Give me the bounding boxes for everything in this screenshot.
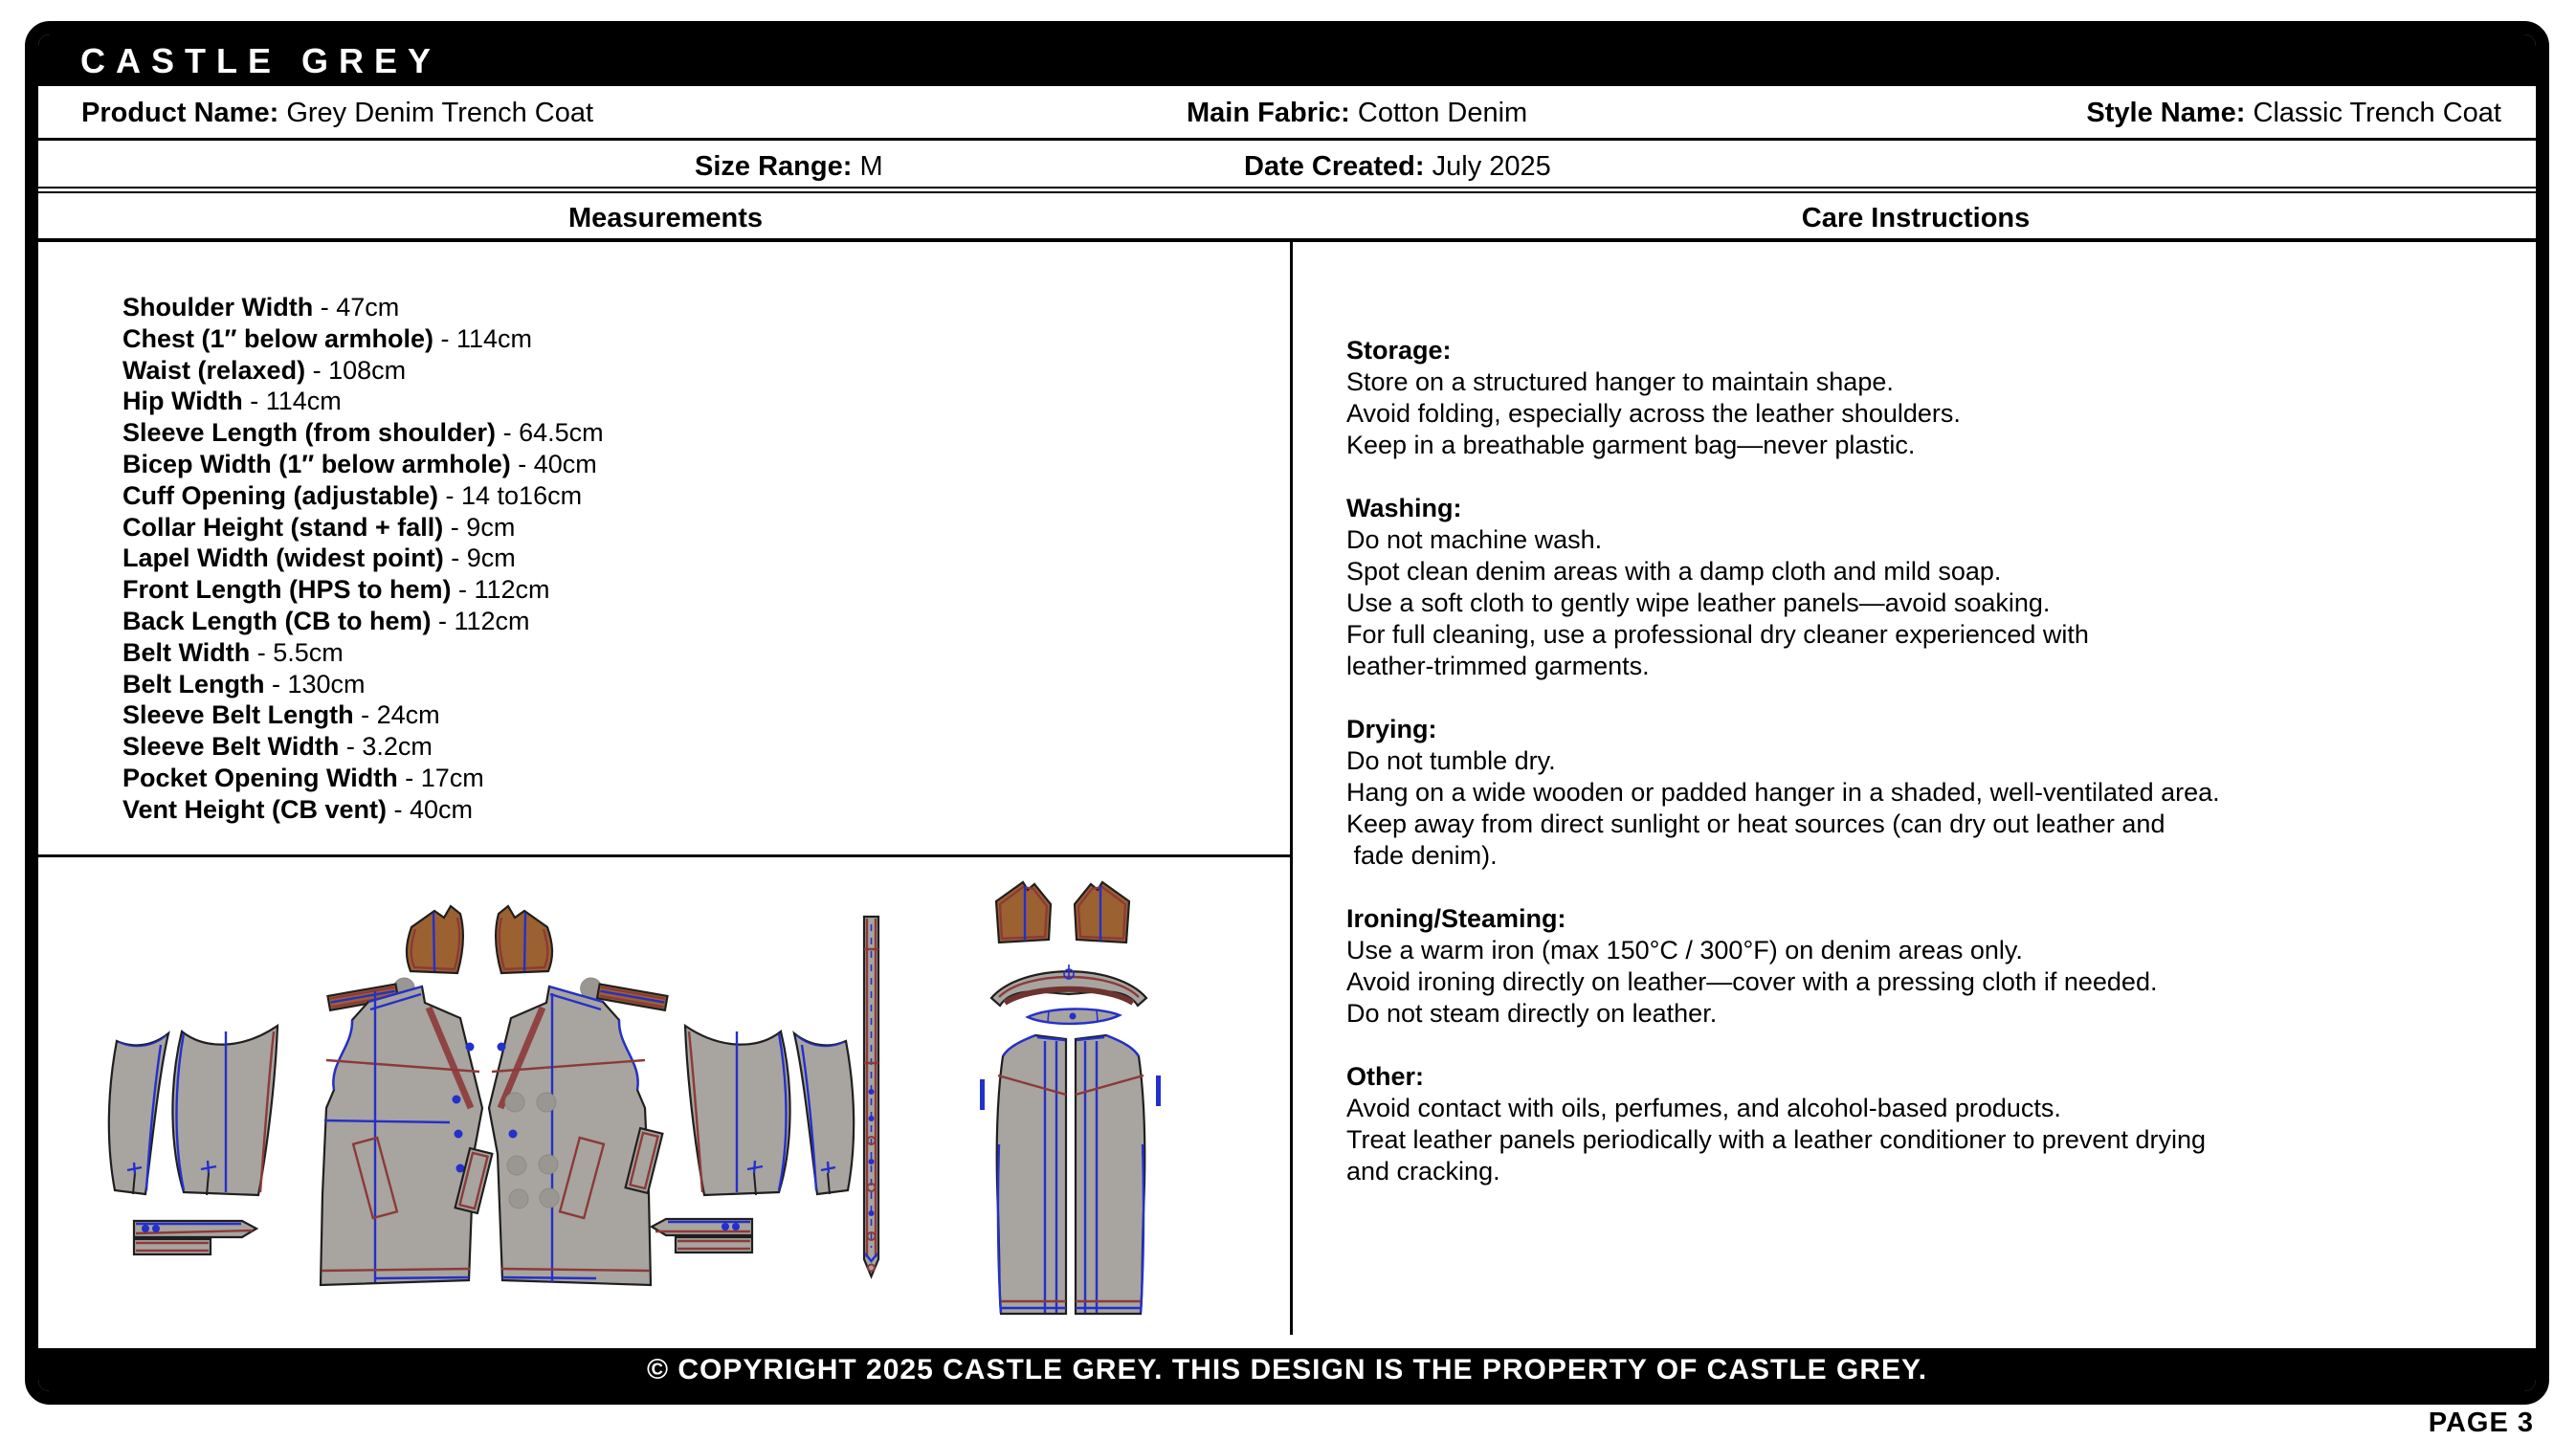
measurement-row: Pocket Opening Width - 17cm (122, 763, 484, 792)
pattern-piece-top-sleeve-right (685, 1026, 790, 1195)
measurement-row: Shoulder Width - 47cm (122, 293, 400, 321)
style-name-value: Classic Trench Coat (2253, 98, 2501, 128)
measurement-row: Sleeve Length (from shoulder) - 64.5cm (122, 418, 604, 448)
size-range-value: M (859, 151, 883, 182)
measurement-row: Sleeve Belt Width - 3.2cm (122, 732, 433, 762)
pattern-piece-collar (991, 964, 1146, 1006)
pattern-piece-cuff-strap-left (134, 1221, 256, 1254)
measurement-row: Vent Height (CB vent) - 40cm (122, 794, 474, 824)
product-name-cell (81, 86, 593, 140)
pattern-piece-under-sleeve-right (794, 1033, 854, 1194)
measurement-row: Cuff Opening (adjustable) - 14 to16cm (122, 480, 583, 510)
measurement-row: Waist (relaxed) - 108cm (122, 355, 407, 385)
section-title-row (38, 193, 2536, 242)
spec-sheet (25, 21, 2549, 1405)
product-name-label: Product Name: (81, 98, 279, 128)
care-section-other: Other: Avoid contact with oils, perfumes, and alcohol-based products. Treat leather panels periodically with a leather conditioner to prevent drying and cracking. (1346, 1062, 2207, 1186)
main-fabric-cell (1187, 86, 1527, 140)
belt-loop-mark-left (980, 1079, 985, 1110)
brand-name: CASTLE GREY (80, 41, 442, 80)
measurement-row: Lapel Width (widest point) - 9cm (122, 543, 516, 573)
size-range-label: Size Range: (695, 151, 853, 182)
measurements-title: Measurements (567, 203, 764, 233)
date-created-value: July 2025 (1432, 151, 1551, 182)
pattern-piece-front-panel-left (321, 987, 482, 1285)
measurement-row: Belt Length - 130cm (122, 669, 366, 698)
pattern-piece-leather-yoke-back-a (996, 882, 1051, 942)
pattern-diagram (38, 857, 1290, 1332)
care-title: Care Instructions (1801, 203, 2031, 233)
pattern-piece-under-sleeve-left (109, 1033, 168, 1194)
style-name-label: Style Name: (2086, 98, 2246, 128)
product-name-value: Grey Denim Trench Coat (286, 98, 594, 128)
measurements-list (38, 242, 1290, 857)
pattern-piece-back-panel-right (1076, 1035, 1144, 1314)
page-number: PAGE 3 (2428, 1408, 2534, 1438)
main-fabric-label: Main Fabric: (1187, 98, 1350, 128)
measurement-row: Sleeve Belt Length - 24cm (122, 700, 440, 730)
date-created-cell (1244, 141, 1551, 192)
measurements-column (38, 242, 1293, 1335)
measurement-row: Bicep Width (1″ below armhole) - 40cm (122, 449, 597, 478)
pattern-piece-front-panel-right (489, 987, 651, 1285)
measurement-row: Belt Width - 5.5cm (122, 637, 344, 667)
copyright-text: © COPYRIGHT 2025 CASTLE GREY. THIS DESIGN IS THE PROPERTY OF CASTLE GREY. (646, 1353, 1928, 1386)
pattern-piece-waist-belt (864, 917, 878, 1276)
measurement-row: Hip Width - 114cm (122, 387, 342, 416)
care-section-drying: Drying: Do not tumble dry. Hang on a wide wooden or padded hanger in a shaded, well-ventilated area. Keep away from direct sunlight or heat sources (can dry out leather and fade denim). (1346, 715, 2220, 870)
main-content (38, 242, 2536, 1335)
pattern-piece-leather-yoke-back-b (1075, 882, 1129, 942)
brand-banner (38, 34, 2536, 86)
pattern-piece-top-sleeve-left (172, 1026, 278, 1195)
measurement-row: Front Length (HPS to hem) - 112cm (122, 575, 550, 605)
belt-loop-mark-right (1156, 1075, 1161, 1106)
measurement-row: Collar Height (stand + fall) - 9cm (122, 512, 516, 542)
copyright-footer (38, 1348, 2536, 1391)
care-section-washing: Washing: Do not machine wash. Spot clean denim areas with a damp cloth and mild soap. Use a soft cloth to gently wipe leather panels—avoid soaking. For full cleaning, use a professional dry cleaner experienced with leather-trimmed garments. (1346, 494, 2089, 680)
pattern-piece-cuff-strap-right (652, 1219, 752, 1253)
pattern-piece-leather-yoke-left-a (407, 906, 463, 973)
header-row-2 (38, 141, 2536, 193)
pattern-piece-collar-stand (1028, 1009, 1120, 1023)
care-section-storage: Storage: Store on a structured hanger to maintain shape. Avoid folding, especially across the leather shoulders. Keep in a breathable garment bag—never plastic. (1346, 336, 1961, 459)
date-created-label: Date Created: (1244, 151, 1425, 182)
care-instructions-column (1296, 242, 2536, 1335)
measurement-row: Back Length (CB to hem) - 112cm (122, 606, 530, 635)
pattern-piece-back-panel-left (997, 1035, 1066, 1314)
care-section-ironing: Ironing/Steaming: Use a warm iron (max 150°C / 300°F) on denim areas only. Avoid ironing directly on leather—cover with a pressing cloth if needed. Do not steam directly on leather. (1346, 904, 2158, 1028)
main-fabric-value: Cotton Denim (1357, 98, 1528, 128)
size-range-cell (695, 141, 883, 192)
style-name-cell (2086, 86, 2501, 140)
pattern-diagram-svg (38, 857, 1290, 1332)
header-row-1 (38, 86, 2536, 141)
pattern-piece-leather-yoke-left-b (496, 906, 552, 973)
measurement-row: Chest (1″ below armhole) - 114cm (122, 323, 533, 353)
